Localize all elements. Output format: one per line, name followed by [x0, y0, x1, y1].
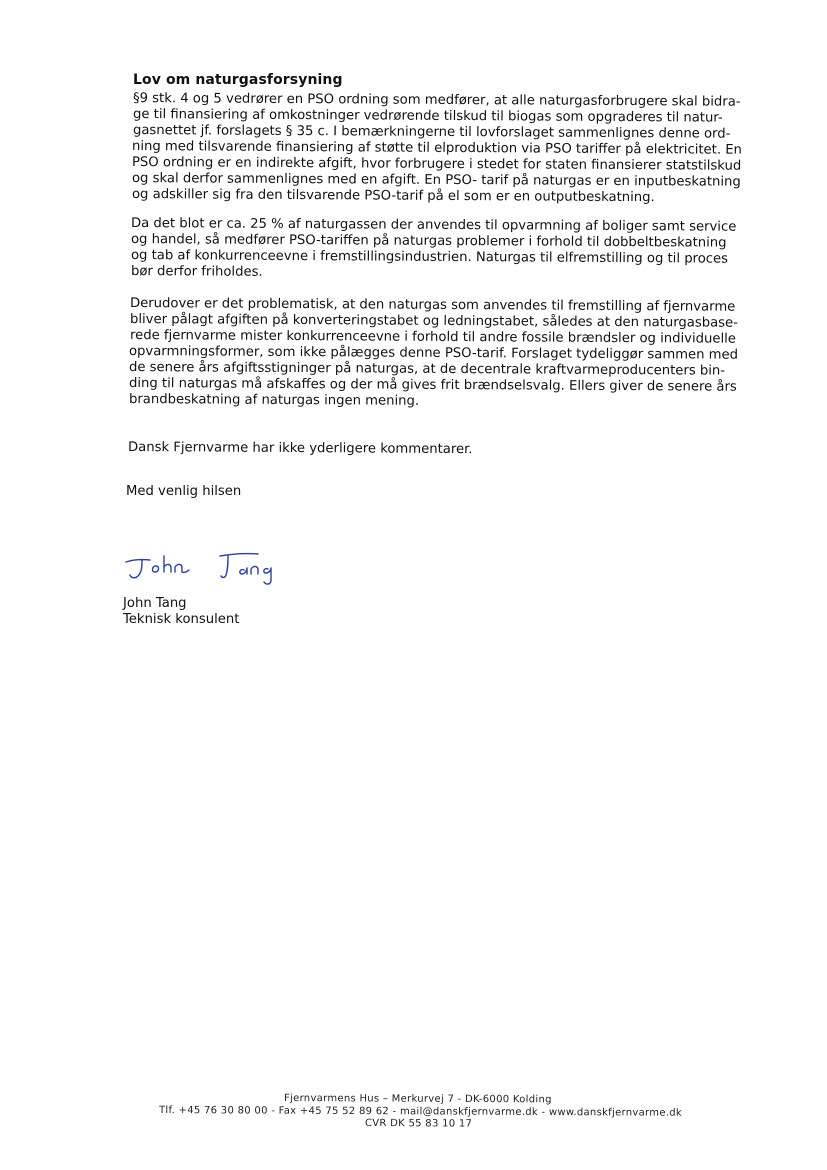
paragraph-3-line: brandbeskatning af naturgas ingen mening.: [128, 392, 420, 409]
paragraph-3-line: bliver pålagt afgiften på konverteringstabet og ledningstabet, således at den naturgasbase-: [129, 312, 738, 331]
salutation: Med venlig hilsen: [126, 484, 242, 499]
paragraph-3-line: de senere års afgiftsstigninger på naturgas, at de decentrale kraftvarmeproducenters bin-: [128, 360, 726, 379]
paragraph-2-line: Da det blot er ca. 25 % af naturgassen der anvendes til opvarmning af boliger samt service: [130, 216, 737, 235]
footer-contact: Tlf. +45 76 30 80 00 - Fax +45 75 52 89 62 - mail@danskfjernvarme.dk - www.danskfjernvarme.dk: [158, 1105, 683, 1119]
handwritten-signature: [120, 542, 310, 592]
paragraph-3-line: Derudover er det problematisk, at den naturgas som anvendes til fremstilling af fjernvarme: [129, 296, 736, 315]
closing-statement: Dansk Fjernvarme har ikke yderligere kommentarer.: [127, 440, 473, 458]
footer-address: Fjernvarmens Hus – Merkurvej 7 - DK-6000 Kolding: [283, 1093, 552, 1106]
paragraph-2-line: bør derfor friholdes.: [130, 264, 263, 280]
paragraph-3-line: rede fjernvarme mister konkurrenceevne i forhold til andre fossile brændsler og individuelle: [129, 328, 736, 347]
paragraph-1-line: og adskiller sig fra den tilsvarende PSO-tarif på el som er en outputbeskatning.: [131, 187, 655, 206]
signer-name: John Tang: [123, 596, 187, 611]
paragraph-1-line: ning med tilsvarende finansiering af støtte til elproduktion via PSO tariffer på elektricitet. En: [131, 139, 742, 158]
paragraph-2-line: og handel, så medfører PSO-tariffen på naturgas problemer i forhold til dobbeltbeskatning: [130, 232, 727, 251]
paragraph-1-line: PSO ordning er en indirekte afgift, hvor forbrugere i stedet for staten finansierer statstilskud: [131, 155, 742, 174]
paragraph-3-line: ding til naturgas må afskaffes og der må gives frit brændselsvalg. Ellers giver de senere års: [128, 376, 737, 395]
paragraph-3-line: opvarmningsformer, som ikke pålægges denne PSO-tarif. Forslaget tydeliggør sammen med: [128, 344, 739, 363]
paragraph-1-line: ge til finansiering af omkostninger vedrørende tilskud til biogas som opgraderes til natur-: [132, 107, 723, 126]
paragraph-1-line: og skal derfor sammenlignes med en afgift. En PSO- tarif på naturgas er en inputbeskatning: [131, 171, 741, 190]
section-heading: Lov om naturgasforsyning: [133, 72, 343, 88]
paragraph-2-line: og tab af konkurrenceevne i fremstillingsindustrien. Naturgas til elfremstilling og til proces: [130, 248, 729, 267]
paragraph-1-line: gasnettet jf. forslagets § 35 c. I bemærkningerne til lovforslaget sammenlignes denne ord-: [132, 123, 731, 142]
footer-cvr: CVR DK 55 83 10 17: [364, 1118, 473, 1130]
paragraph-1-line: §9 stk. 4 og 5 vedrører en PSO ordning som medfører, at alle naturgasforbrugere skal bidra-: [132, 91, 741, 110]
signer-title: Teknisk konsulent: [123, 612, 240, 627]
